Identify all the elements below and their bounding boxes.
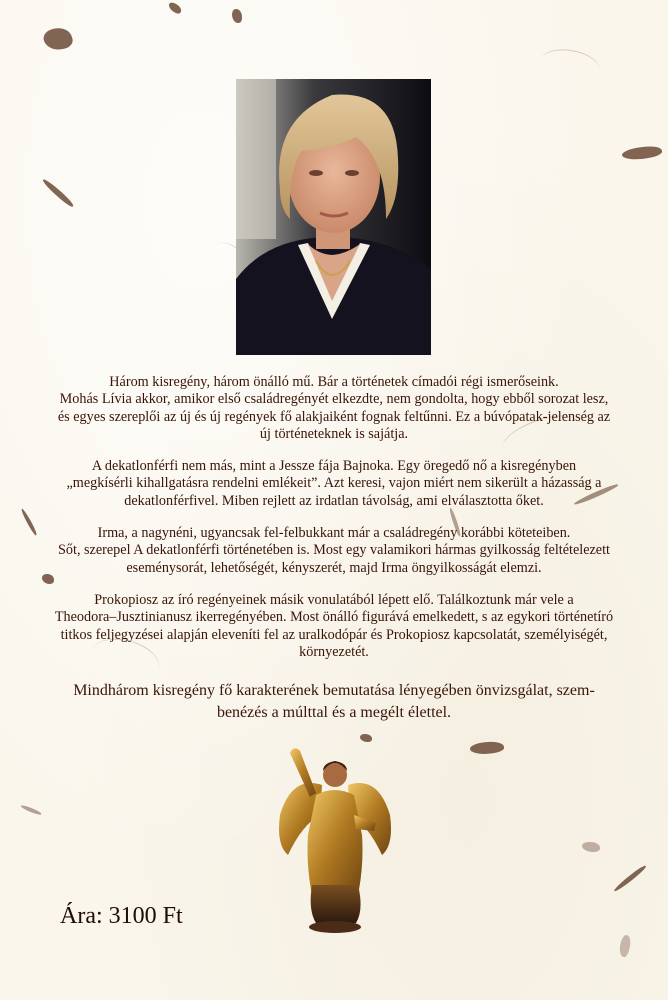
text-line: Sőt, szerepel A dekatlonférfi történetében is. Most egy valamikori hármas gyilkosság feltételezett	[58, 542, 610, 559]
paper-fleck	[232, 9, 242, 23]
paragraph-dekatlonferfi	[30, 458, 638, 510]
paper-fleck	[613, 864, 647, 894]
paper-fleck	[582, 842, 600, 852]
text-line: eseménysorát, lehetőségét, kényszerét, majd Irma öngyilkosságát elemzi.	[126, 559, 542, 576]
paper-fleck	[167, 1, 183, 15]
text-line: A dekatlonférfi nem más, mint a Jessze fája Bajnoka. Egy öregedő nő a kisregényben	[91, 458, 577, 475]
paper-fleck	[42, 25, 75, 53]
paper-fleck	[621, 144, 662, 163]
paper-fleck	[617, 934, 632, 958]
paragraph-intro	[30, 374, 638, 443]
highlight-quote	[40, 680, 628, 724]
highlight-line: Mindhárom kisregény fő karakterének bemutatása lényegében önvizsgálat, szem-	[73, 682, 595, 699]
paper-fleck	[41, 178, 75, 208]
text-line: Theodora–Jusztinianusz ikerregényében. Most önálló figurává emelkedett, s az egykori történetíró	[54, 609, 614, 626]
text-line: titkos feljegyzései alapján eleveníti fel az uralkodópár és Prokopiosz kapcsolatát, személyiségét,	[60, 626, 608, 643]
paragraph-irma	[30, 525, 638, 577]
text-line: Három kisregény, három önálló mű. Bár a történetek címadói régi ismerőseink.	[109, 374, 559, 390]
text-line: dekatlonférfivel. Miben rejlett az irdatlan távolság, ami elválasztotta őket.	[124, 492, 544, 509]
paper-fleck	[469, 740, 504, 757]
text-line: Mohás Lívia akkor, amikor első családregényét elkezdte, nem gondolta, hogy ebből sorozat lesz,	[59, 391, 609, 408]
description-text	[30, 374, 638, 676]
paper-fleck	[20, 804, 42, 815]
paper-fiber	[538, 45, 602, 86]
paragraph-prokopiosz	[30, 592, 638, 661]
text-line: Irma, a nagynéni, ugyancsak fel-felbukkant már a családregény korábbi köteteiben.	[97, 525, 571, 542]
angel-figure	[272, 745, 396, 935]
text-line: és egyes szereplői az új és új regények fő alakjaiként fognak feltűnni. Ez a búvópatak-jelenség az	[57, 408, 611, 425]
author-portrait	[236, 79, 431, 355]
text-line: környezetét.	[299, 643, 369, 660]
text-line: „megkísérli kihallgatásra rendelni emlékeit”. Azt keresi, vajon miért nem sikerült a házasság a	[66, 475, 602, 492]
text-line: Prokopiosz az író regényeinek másik vonulatából lépett elő. Találkoztunk már vele a	[94, 591, 574, 608]
highlight-line: benézés a múlttal és a megélt élettel.	[216, 704, 452, 721]
text-line: új történeteknek is sajátja.	[259, 425, 409, 442]
price-label: Ára: 3100 Ft	[60, 903, 183, 929]
paper-fleck	[360, 734, 372, 742]
